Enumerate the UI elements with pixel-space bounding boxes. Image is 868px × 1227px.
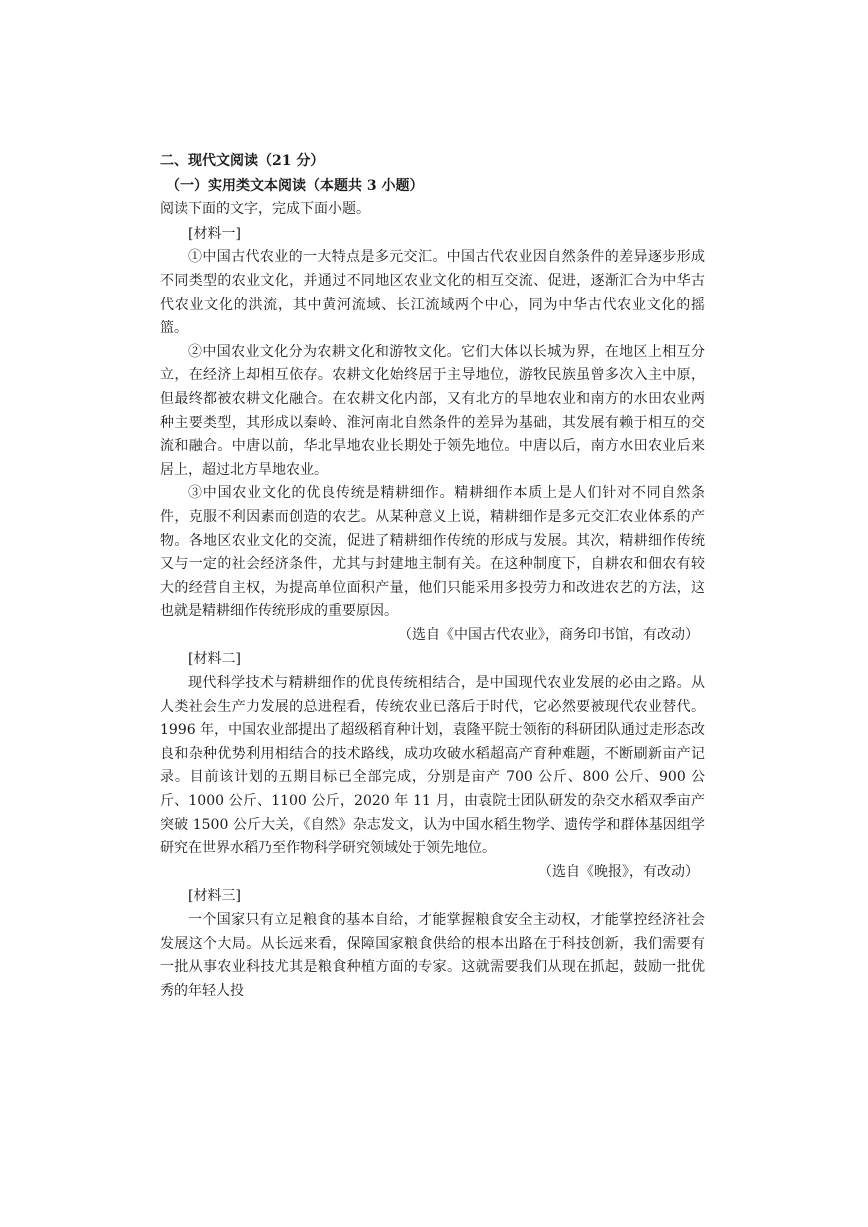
material-source: （选自《晚报》，有改动） <box>538 863 699 880</box>
material-paragraph: ③中国农业文化的优良传统是精耕细作。精耕细作本质上是人们针对不同自然条件，克服不利因素而创造的农艺。从某种意义上说，精耕细作是多元交汇农业体系的产物。各地区农业文化的交流，促进了精耕细作传统的形成与发展。其次，精耕细作传统又与一定的社会经济条件，尤其与封建地主制有关。在这种制度下，自耕农和佃农有较大的经营自主权，为提高单位面积产量，他们只能采用多投劳力和改进农艺的方法，这也就是精耕细作传统形成的重要原因。 <box>160 485 705 620</box>
material-paragraph: ①中国古代农业的一大特点是多元交汇。中国古代农业因自然条件的差异逐步形成不同类型的农业文化，并通过不同地区农业文化的相互交流、促进，逐渐汇合为中华古代农业文化的洪流，其中黄河流域、长江流域两个中心，同为中华古代农业文化的摇篮。 <box>160 249 705 337</box>
section-title: 二、现代文阅读（21 分） <box>160 153 325 169</box>
material-one <box>160 223 705 648</box>
instruction-text: 阅读下面的文字，完成下面小题。 <box>160 201 370 218</box>
material-two <box>160 648 705 884</box>
material-source: （选自《中国古代农业》，商务印书馆，有改动） <box>398 626 699 643</box>
material-label: [材料一] <box>188 225 241 242</box>
reading-section <box>160 150 705 1003</box>
material-paragraph: 一个国家只有立足粮食的基本自给，才能掌握粮食安全主动权，才能掌控经济社会发展这个大局。从长远来看，保障国家粮食供给的根本出路在于科技创新，我们需要有一批从事农业科技尤其是粮食种植方面的专家。这就需要我们从现在抓起，鼓励一批优秀的年轻人投 <box>160 912 705 999</box>
material-three <box>160 885 705 1003</box>
section-subtitle: （一）实用类文本阅读（本题共 3 小题） <box>166 177 424 194</box>
material-paragraph: 现代科学技术与精耕细作的优良传统相结合，是中国现代农业发展的必由之路。从人类社会生产力发展的总进程看，传统农业已落后于时代，它必然要被现代农业替代。1996 年，中国农业部提出了超级稻育种计划，袁隆平院士领衔的科研团队通过走形态改良和杂种优势利用相结合的技术路线，成功攻破水稻超高产育种难题，不断刷新亩产记录。目前该计划的五期目标已全部完成，分别是亩产 700 公斤、800 公斤、900 公斤、1000 公斤、1100 公斤，2020 年 11 月，由袁院士团队研发的杂交水稻双季亩产突破 1500 公斤大关，《自然》杂志发文，认为中国水稻生物学、遗传学和群体基因组学研究在世界水稻乃至作物科学研究领域处于领先地位。 <box>160 675 705 857</box>
material-label: [材料二] <box>188 651 241 668</box>
material-paragraph: ②中国农业文化分为农耕文化和游牧文化。它们大体以长城为界，在地区上相互分立，在经济上却相互依存。农耕文化始终居于主导地位，游牧民族虽曾多次入主中原，但最终都被农耕文化融合。在农耕文化内部，又有北方的旱地农业和南方的水田农业两种主要类型，其形成以秦岭、淮河南北自然条件的差异为基础，其发展有赖于相互的交流和融合。中唐以前，华北旱地农业长期处于领先地位。中唐以后，南方水田农业后来居上，超过北方旱地农业。 <box>160 343 705 478</box>
material-label: [材料三] <box>188 888 241 905</box>
